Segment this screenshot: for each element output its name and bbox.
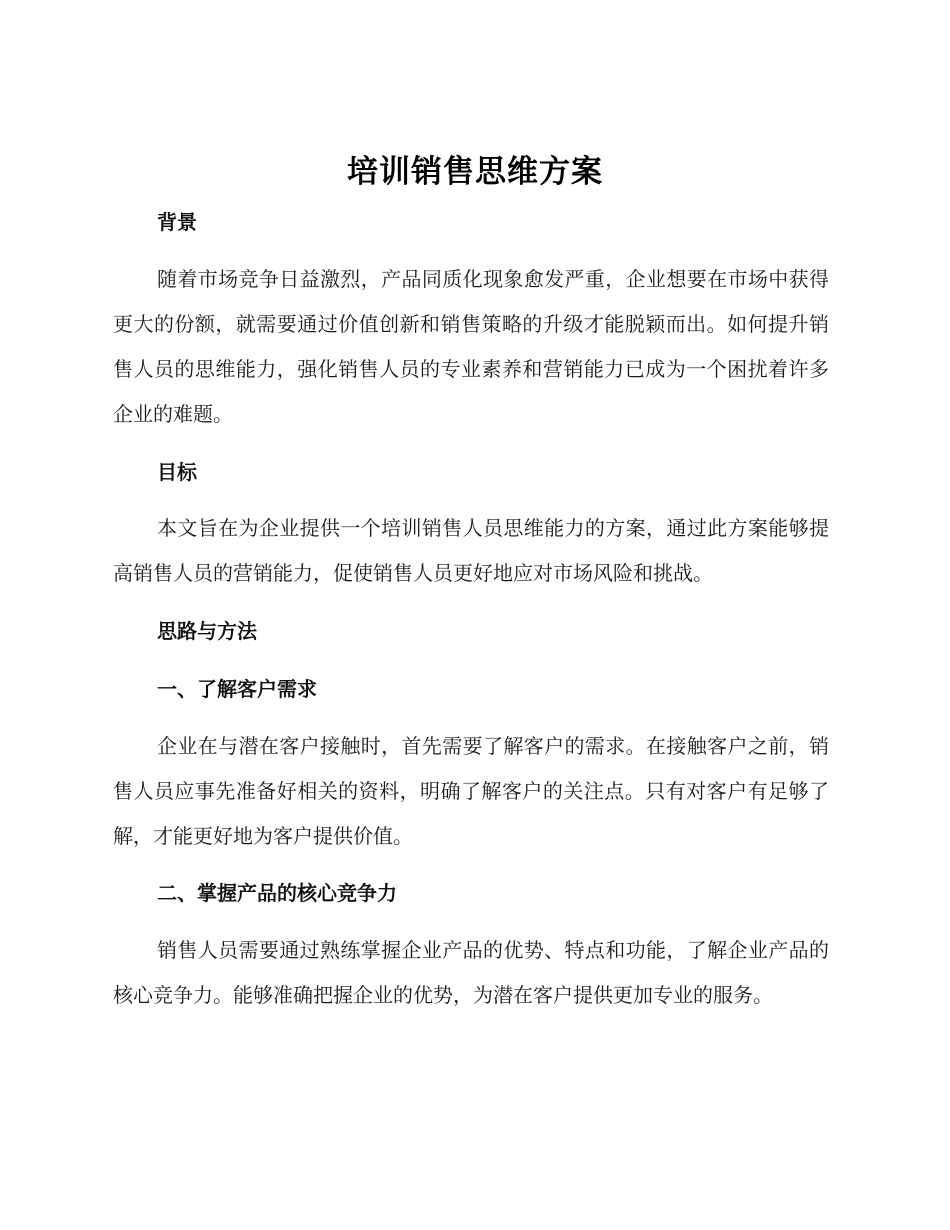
section-heading-step1: 一、了解客户需求 — [157, 677, 317, 701]
section-text-background: 随着市场竞争日益激烈，产品同质化现象愈发严重，企业想要在市场中获得更大的份额，就需要通过价值创新和销售策略的升级才能脱颖而出。如何提升销售人员的思维能力，强化销售人员的专业素养和营销能力已成为一个困扰着许多企业的难题。 — [113, 267, 829, 426]
section-text-step2: 销售人员需要通过熟练掌握企业产品的优势、特点和功能，了解企业产品的核心竞争力。能够准确把握企业的优势，为潜在客户提供更加专业的服务。 — [113, 938, 829, 1007]
section-text-goal: 本文旨在为企业提供一个培训销售人员思维能力的方案，通过此方案能够提高销售人员的营销能力，促使销售人员更好地应对市场风险和挑战。 — [113, 516, 829, 585]
section-heading-approach: 思路与方法 — [157, 619, 257, 643]
section-heading-background: 背景 — [157, 210, 197, 234]
section-text-step1: 企业在与潜在客户接触时，首先需要了解客户的需求。在接触客户之前，销售人员应事先准备好相关的资料，明确了解客户的关注点。只有对客户有足够了解，才能更好地为客户提供价值。 — [113, 734, 829, 848]
section-heading-goal: 目标 — [157, 460, 197, 484]
section-heading-step2: 二、掌握产品的核心竞争力 — [157, 881, 397, 905]
document-title: 培训销售思维方案 — [347, 154, 603, 190]
